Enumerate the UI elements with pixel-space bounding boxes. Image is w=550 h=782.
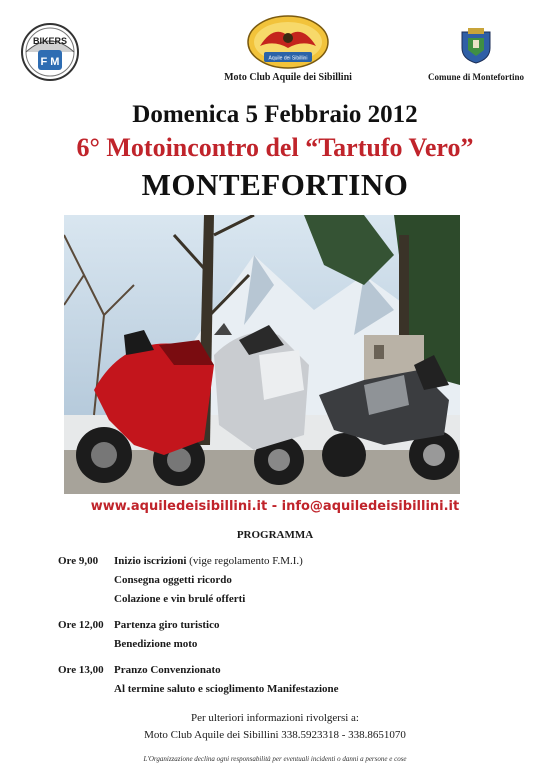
program-item: Partenza giro turistico [114,619,220,631]
svg-text:BIKERS: BIKERS [32,36,68,46]
program-block [0,661,550,701]
programma-heading: PROGRAMMA [236,529,314,541]
info-line: Per ulteriori informazioni rivolgersi a: [190,712,359,724]
program-time: Ore 13,00 [58,664,104,676]
club-name: Moto Club Aquile dei Sibillini [224,72,352,83]
program-item: Consegna oggetti ricordo [114,574,232,586]
svg-text:F M: F M [40,56,60,68]
bikers-fmi-logo [20,22,80,82]
program-item: Pranzo Convenzionato [114,664,221,676]
svg-text:Aquile dei Sibillini: Aquile dei Sibillini [268,55,308,62]
program-time: Ore 9,00 [58,555,99,567]
program-item: Colazione e vin brulé offerti [114,593,246,605]
event-title: 6° Motoincontro del “Tartufo Vero” [76,133,474,162]
contact-line: Moto Club Aquile dei Sibillini 338.5923318 - 338.8651070 [144,729,406,741]
event-place: MONTEFORTINO [141,167,409,202]
program-note: (vige regolamento F.M.I.) [186,555,303,567]
event-date: Domenica 5 Febbraio 2012 [132,101,418,128]
program-block [0,552,550,612]
motorcycles-photo [64,215,460,494]
disclaimer: L'Organizzazione declina ogni responsabilità per eventuali incidenti o danni a persone e cose [143,755,407,763]
program-block [0,616,550,656]
program-item: Al termine saluto e scioglimento Manifestazione [114,683,339,695]
program-item: Inizio iscrizioni (vige regolamento F.M.I.) [114,555,303,567]
program-item: Benedizione moto [114,638,198,650]
comune-name: Comune di Montefortino [428,72,524,82]
moto-club-logo [246,14,330,70]
program-time: Ore 12,00 [58,619,104,631]
comune-coat-of-arms [458,26,494,64]
website-and-email: www.aquiledeisibillini.it - info@aquiledeisibillini.it [90,499,460,514]
